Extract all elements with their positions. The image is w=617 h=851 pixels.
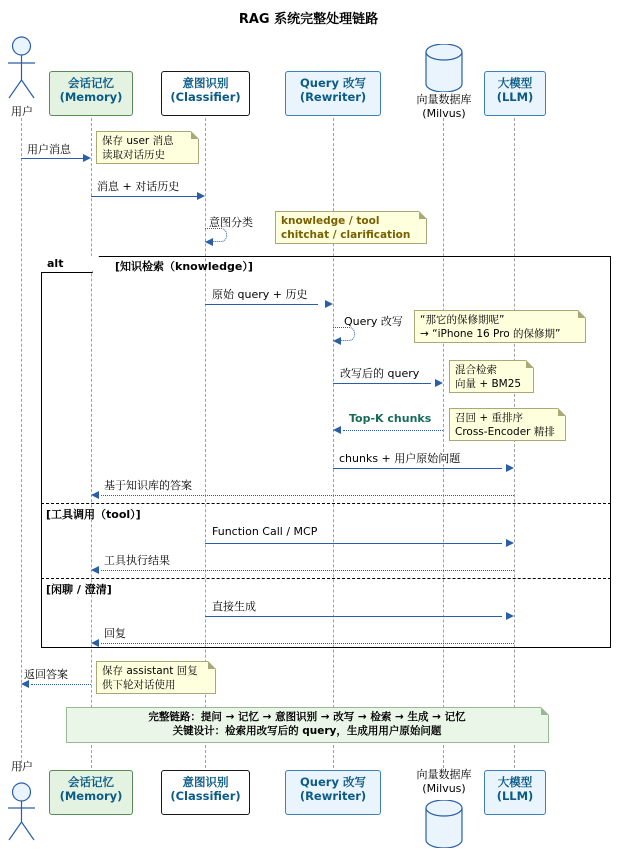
note-n3-line2: → “iPhone 16 Pro 的保修期” (420, 327, 561, 340)
participant-rewriter-top-line1: Query 改写 (300, 76, 366, 90)
participant-rewriter-top-line2: (Rewriter) (299, 90, 367, 105)
message-line-m9 (101, 495, 514, 496)
database-icon (424, 800, 464, 848)
message-label-m2: 消息 + 对话历史 (97, 180, 180, 193)
message-head-m9 (91, 491, 99, 499)
note-n3-line1: “那它的保修期呢” (420, 314, 505, 326)
note-n2-line1: knowledge / tool (281, 215, 380, 227)
message-head-m3 (205, 238, 213, 246)
message-head-m10 (506, 539, 514, 547)
participant-milvus-top-line1: 向量数据库 (416, 93, 472, 106)
message-head-m5 (333, 337, 341, 345)
message-head-m7 (333, 426, 341, 434)
alt-divider-1 (41, 503, 611, 504)
message-label-m13: 回复 (104, 627, 126, 640)
message-line-m1 (21, 158, 83, 159)
note-n6-line1: 保存 assistant 回复 (102, 665, 198, 677)
participant-classifier-top-line2: (Classifier) (170, 90, 241, 105)
note-n4-line1: 混合检索 (455, 364, 497, 376)
alt-divider-2 (41, 578, 611, 579)
note-n5-line1: 召回 + 重排序 (455, 412, 523, 424)
actor-user-bottom (4, 782, 39, 844)
message-label-m12: 直接生成 (212, 600, 256, 613)
message-label-m3: 意图分类 (209, 216, 253, 229)
message-line-m12 (205, 616, 502, 617)
message-line-m8 (333, 468, 502, 469)
note-n6 (96, 661, 216, 694)
alt-frame-keyword: alt (41, 256, 93, 273)
participant-classifier-top-line1: 意图识别 (182, 76, 229, 90)
database-icon (424, 44, 464, 92)
message-line-m6 (333, 383, 431, 384)
message-head-m4 (325, 300, 333, 308)
message-label-m14: 返回答案 (24, 668, 68, 681)
note-n2 (275, 211, 427, 244)
participant-classifier-bottom-line1: 意图识别 (182, 775, 229, 789)
note-n7-line1: 完整链路：提问 → 记忆 → 意图识别 → 改写 → 检索 → 生成 → 记忆 (148, 711, 466, 723)
participant-milvus-top[interactable] (424, 44, 464, 92)
note-n1 (96, 131, 199, 164)
message-line-m13 (101, 643, 514, 644)
actor-user-bottom-label: 用户 (11, 760, 33, 773)
note-n7-line2: 关键设计：检索用改写后的 query，生成用用户原始问题 (172, 724, 442, 737)
message-label-m1: 用户消息 (27, 143, 71, 156)
participant-milvus-bottom[interactable] (424, 800, 464, 848)
actor-user-top (4, 36, 39, 108)
message-line-m7 (343, 430, 443, 431)
message-line-m2 (91, 196, 197, 197)
message-label-m9: 基于知识库的答案 (104, 479, 192, 492)
message-line-m4 (205, 304, 318, 305)
participant-llm-bottom-line1: 大模型 (497, 775, 533, 789)
note-n3 (414, 310, 586, 343)
message-label-m4: 原始 query + 历史 (212, 288, 308, 301)
message-head-m1 (83, 154, 91, 162)
note-n4 (449, 360, 534, 393)
participant-classifier-bottom[interactable] (161, 770, 250, 815)
participant-rewriter-bottom[interactable] (285, 770, 381, 815)
message-line-m10 (205, 543, 502, 544)
message-label-m7: Top-K chunks (349, 412, 432, 425)
note-n5 (449, 408, 566, 441)
participant-memory-top[interactable] (49, 71, 133, 116)
participant-rewriter-bottom-line2: (Rewriter) (299, 789, 367, 804)
participant-llm-bottom-line2: (LLM) (496, 789, 534, 804)
message-head-m2 (197, 192, 205, 200)
participant-classifier-top[interactable] (161, 71, 250, 116)
participant-rewriter-bottom-line1: Query 改写 (300, 775, 366, 789)
participant-memory-bottom[interactable] (49, 770, 133, 815)
participant-rewriter-top[interactable] (285, 71, 381, 116)
participant-llm-top[interactable] (484, 71, 546, 116)
note-n6-line2: 供下轮对话使用 (102, 678, 176, 691)
participant-milvus-bottom-line2: (Milvus) (422, 781, 466, 795)
message-label-m11: 工具执行结果 (104, 554, 170, 567)
message-label-m5: Query 改写 (344, 315, 403, 328)
alt-branch-2-label: [工具调用（tool）] (46, 508, 141, 521)
actor-icon (4, 782, 39, 844)
message-head-m11 (91, 566, 99, 574)
lifeline-user (21, 118, 22, 768)
participant-memory-bottom-line1: 会话记忆 (68, 775, 114, 789)
note-n2-line2: chitchat / clarification (281, 228, 411, 241)
participant-memory-top-line2: (Memory) (59, 90, 123, 105)
participant-memory-bottom-line2: (Memory) (59, 789, 123, 804)
participant-llm-top-line1: 大模型 (497, 76, 533, 90)
message-label-m6: 改写后的 query (340, 367, 420, 380)
alt-branch-1-label: [知识检索（knowledge）] (115, 260, 253, 273)
note-n1-line2: 读取对话历史 (102, 148, 165, 161)
note-n5-line2: Cross-Encoder 精排 (455, 425, 555, 438)
actor-user-top-label: 用户 (11, 105, 33, 118)
note-n4-line2: 向量 + BM25 (455, 377, 522, 390)
message-label-m8: chunks + 用户原始问题 (339, 452, 461, 465)
participant-classifier-bottom-line2: (Classifier) (170, 789, 241, 804)
message-head-m14 (21, 680, 29, 688)
participant-milvus-bottom-label (398, 768, 490, 796)
message-head-m13 (91, 639, 99, 647)
message-line-m14 (31, 684, 91, 685)
participant-milvus-bottom-line1: 向量数据库 (416, 768, 472, 781)
actor-icon (4, 36, 39, 108)
participant-milvus-top-label (398, 93, 490, 121)
message-head-m12 (506, 612, 514, 620)
note-n7 (66, 707, 549, 743)
participant-memory-top-line1: 会话记忆 (68, 76, 114, 90)
message-head-m8 (506, 464, 514, 472)
alt-branch-3-label: [闲聊 / 澄清] (46, 583, 112, 596)
participant-milvus-top-line2: (Milvus) (422, 106, 466, 120)
page-title: RAG 系统完整处理链路 (238, 12, 379, 27)
message-head-m6 (435, 379, 443, 387)
participant-llm-top-line2: (LLM) (496, 90, 534, 105)
participant-llm-bottom[interactable] (484, 770, 546, 815)
message-label-m10: Function Call / MCP (212, 525, 318, 538)
message-line-m11 (101, 570, 514, 571)
note-n1-line1: 保存 user 消息 (102, 135, 174, 147)
